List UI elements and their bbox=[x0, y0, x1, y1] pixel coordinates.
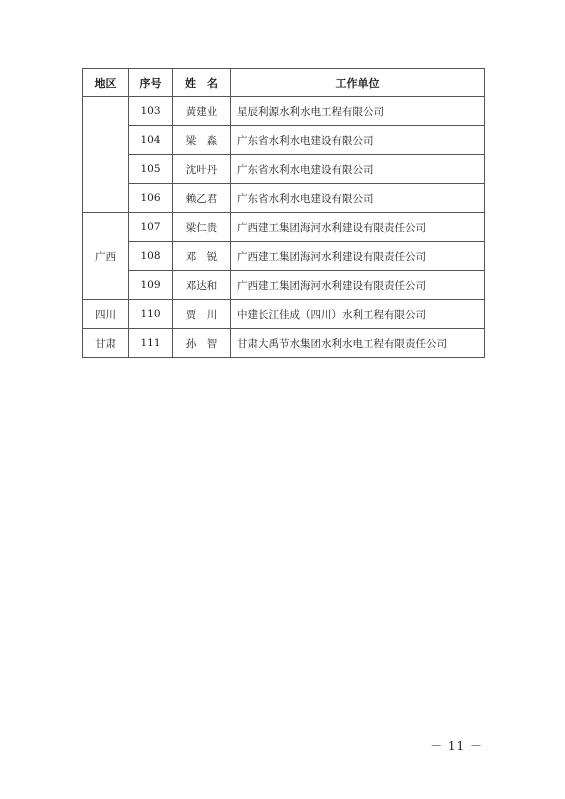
table-row bbox=[83, 329, 485, 358]
region-cell: 广西 bbox=[83, 213, 129, 300]
region-cell bbox=[83, 97, 129, 213]
table-row bbox=[83, 242, 485, 271]
unit-cell: 星辰利源水利水电工程有限公司 bbox=[231, 97, 485, 126]
number-cell: 108 bbox=[129, 242, 173, 271]
table-row bbox=[83, 184, 485, 213]
header-name: 姓 名 bbox=[173, 69, 231, 97]
unit-cell: 广东省水利水电建设有限公司 bbox=[231, 126, 485, 155]
number-cell: 104 bbox=[129, 126, 173, 155]
region-cell: 四川 bbox=[83, 300, 129, 329]
number-cell: 106 bbox=[129, 184, 173, 213]
unit-cell: 中建长江佳成（四川）水利工程有限公司 bbox=[231, 300, 485, 329]
table-header-row bbox=[83, 69, 485, 97]
header-region: 地区 bbox=[83, 69, 129, 97]
table-row bbox=[83, 271, 485, 300]
header-number: 序号 bbox=[129, 69, 173, 97]
name-cell: 沈叶丹 bbox=[173, 155, 231, 184]
page-number: － 11 － bbox=[430, 739, 483, 753]
number-cell: 105 bbox=[129, 155, 173, 184]
name-cell: 黄建业 bbox=[173, 97, 231, 126]
table-row bbox=[83, 300, 485, 329]
personnel-table bbox=[82, 68, 485, 358]
number-cell: 107 bbox=[129, 213, 173, 242]
table-row bbox=[83, 155, 485, 184]
name-cell: 梁 淼 bbox=[173, 126, 231, 155]
number-cell: 103 bbox=[129, 97, 173, 126]
table-row bbox=[83, 213, 485, 242]
number-cell: 109 bbox=[129, 271, 173, 300]
region-cell: 甘肃 bbox=[83, 329, 129, 358]
name-cell: 邓达和 bbox=[173, 271, 231, 300]
unit-cell: 广东省水利水电建设有限公司 bbox=[231, 184, 485, 213]
unit-cell: 广西建工集团海河水利建设有限责任公司 bbox=[231, 242, 485, 271]
name-cell: 贾 川 bbox=[173, 300, 231, 329]
header-unit: 工作单位 bbox=[231, 69, 485, 97]
number-cell: 110 bbox=[129, 300, 173, 329]
name-cell: 梁仁贵 bbox=[173, 213, 231, 242]
unit-cell: 广东省水利水电建设有限公司 bbox=[231, 155, 485, 184]
table-row bbox=[83, 97, 485, 126]
unit-cell: 甘肃大禹节水集团水利水电工程有限责任公司 bbox=[231, 329, 485, 358]
unit-cell: 广西建工集团海河水利建设有限责任公司 bbox=[231, 213, 485, 242]
name-cell: 赖乙君 bbox=[173, 184, 231, 213]
name-cell: 邓 锐 bbox=[173, 242, 231, 271]
table-row bbox=[83, 126, 485, 155]
number-cell: 111 bbox=[129, 329, 173, 358]
unit-cell: 广西建工集团海河水利建设有限责任公司 bbox=[231, 271, 485, 300]
name-cell: 孙 智 bbox=[173, 329, 231, 358]
